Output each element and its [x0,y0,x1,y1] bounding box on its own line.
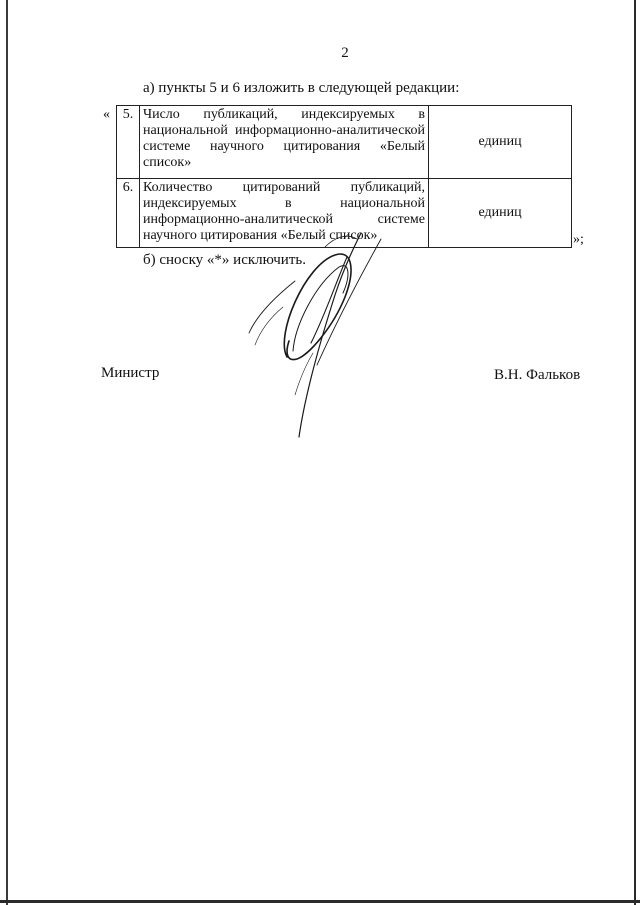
scan-edge-bottom [0,900,640,903]
row-unit: единиц [429,106,572,179]
quote-open: « [103,107,110,122]
page-number: 2 [341,45,349,61]
signatory-title: Министр [101,365,160,381]
scan-edge-left [6,0,8,905]
intro-text: а) пункты 5 и 6 изложить в следующей редакции: [143,80,460,96]
row-number: 5. [117,106,140,179]
row-description: Количество цитирований публикаций, индексируемых в национальной информационно-аналитической системе научного цитирования «Белый список» [140,179,429,248]
quote-close: »; [573,232,584,247]
row-description: Число публикаций, индексируемых в национальной информационно-аналитической системе научного цитирования «Белый список» [140,106,429,179]
signatory-name: В.Н. Фальков [494,367,581,383]
handwritten-signature [235,225,395,445]
row-number: 6. [117,179,140,248]
scan-edge-right [634,0,636,905]
row-unit: единиц [429,179,572,248]
after-text: б) сноску «*» исключить. [143,252,306,268]
table-row [117,106,572,179]
